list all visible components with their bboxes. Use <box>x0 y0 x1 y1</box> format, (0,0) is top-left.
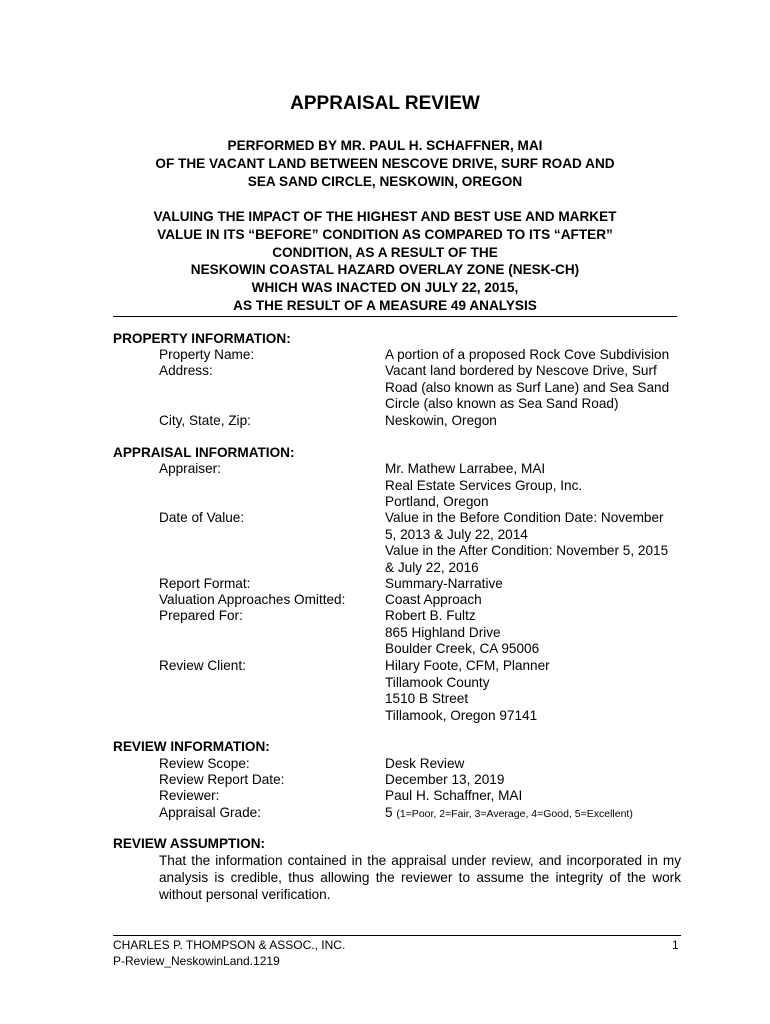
purpose-line: NESKOWIN COASTAL HAZARD OVERLAY ZONE (NESK-CH) <box>190 262 580 278</box>
address-line: Road (also known as Surf Lane) and Sea Sand <box>385 379 670 395</box>
subtitle-line: PERFORMED BY MR. PAUL H. SCHAFFNER, MAI <box>227 138 543 153</box>
prepared-line: 865 Highland Drive <box>385 624 501 640</box>
property-name-label: Property Name: <box>159 347 255 362</box>
city-label: City, State, Zip: <box>159 413 251 428</box>
approaches-omitted-value: Coast Approach <box>385 592 482 607</box>
reviewer-value: Paul H. Schaffner, MAI <box>385 788 523 803</box>
prepared-for-label: Prepared For: <box>159 608 243 623</box>
date-line: Value in the After Condition: November 5, 2015 <box>385 543 669 558</box>
review-client-value <box>385 658 685 724</box>
document-title: APPRAISAL REVIEW <box>290 93 480 114</box>
approaches-omitted-label: Valuation Approaches Omitted: <box>159 592 346 607</box>
property-heading: PROPERTY INFORMATION: <box>113 331 291 346</box>
appraisal-heading: APPRAISAL INFORMATION: <box>113 445 295 460</box>
subtitle-line: SEA SAND CIRCLE, NESKOWIN, OREGON <box>247 173 523 189</box>
subtitle-block <box>90 137 680 190</box>
appraiser-line: Real Estate Services Group, Inc. <box>385 477 583 493</box>
city-value: Neskowin, Oregon <box>385 413 497 428</box>
reviewer-label: Reviewer: <box>159 788 220 803</box>
appraiser-label: Appraiser: <box>159 461 221 476</box>
client-line: 1510 B Street <box>385 691 469 706</box>
prepared-line: Robert B. Fultz <box>385 608 476 623</box>
review-client-label: Review Client: <box>159 658 246 673</box>
client-line: Tillamook, Oregon 97141 <box>385 707 538 723</box>
footer-left <box>113 938 345 969</box>
footer-company: CHARLES P. THOMPSON & ASSOC., INC. <box>113 938 346 952</box>
date-line: Value in the Before Condition Date: November <box>385 510 664 525</box>
title-divider <box>113 316 677 317</box>
address-label: Address: <box>159 363 213 378</box>
date-line: 5, 2013 & July 22, 2014 <box>385 526 528 542</box>
prepared-line: Boulder Creek, CA 95006 <box>385 641 540 656</box>
grade-value <box>385 805 685 823</box>
report-format-label: Report Format: <box>159 576 251 591</box>
review-date-label: Review Report Date: <box>159 772 285 787</box>
date-line: & July 22, 2016 <box>385 559 479 575</box>
address-line: Vacant land bordered by Nescove Drive, Surf <box>385 363 657 378</box>
review-scope-value: Desk Review <box>385 756 465 771</box>
purpose-line: CONDITION, AS A RESULT OF THE <box>272 244 498 260</box>
purpose-line: VALUING THE IMPACT OF THE HIGHEST AND BEST USE AND MARKET <box>153 209 617 224</box>
subtitle-line: OF THE VACANT LAND BETWEEN NESCOVE DRIVE, SURF ROAD AND <box>155 155 615 171</box>
date-of-value-label: Date of Value: <box>159 510 245 525</box>
property-name-value: A portion of a proposed Rock Cove Subdivision <box>385 347 670 362</box>
appraiser-value <box>385 461 685 511</box>
purpose-line: VALUE IN ITS “BEFORE” CONDITION AS COMPARED TO ITS “AFTER” <box>157 226 613 242</box>
date-of-value-value <box>385 510 685 576</box>
report-format-value: Summary-Narrative <box>385 576 503 591</box>
prepared-for-value <box>385 608 685 658</box>
purpose-block <box>90 208 680 315</box>
footer-file: P-Review_NeskowinLand.1219 <box>113 953 280 968</box>
grade-label: Appraisal Grade: <box>159 805 262 820</box>
appraiser-line: Portland, Oregon <box>385 494 489 509</box>
review-scope-label: Review Scope: <box>159 756 250 771</box>
client-line: Hilary Foote, CFM, Planner <box>385 658 550 673</box>
purpose-line: AS THE RESULT OF A MEASURE 49 ANALYSIS <box>233 297 537 313</box>
client-line: Tillamook County <box>385 674 490 690</box>
address-line: Circle (also known as Sea Sand Road) <box>385 396 619 411</box>
grade-scale: (1=Poor, 2=Fair, 3=Average, 4=Good, 5=Excellent) <box>396 808 633 820</box>
assumption-heading: REVIEW ASSUMPTION: <box>113 836 266 851</box>
assumption-text: That the information contained in the appraisal under review, and incorporated in my analysis is credible, thus allowing the reviewer to assume the integrity of the work without personal verification. <box>159 853 681 902</box>
review-heading: REVIEW INFORMATION: <box>113 739 270 754</box>
purpose-line: WHICH WAS INACTED ON JULY 22, 2015, <box>251 280 519 296</box>
appraiser-line: Mr. Mathew Larrabee, MAI <box>385 461 546 476</box>
review-date-value: December 13, 2019 <box>385 772 505 787</box>
page-number: 1 <box>672 938 679 952</box>
address-value <box>385 363 685 413</box>
grade-number: 5 <box>385 805 393 820</box>
footer-divider <box>113 935 681 936</box>
